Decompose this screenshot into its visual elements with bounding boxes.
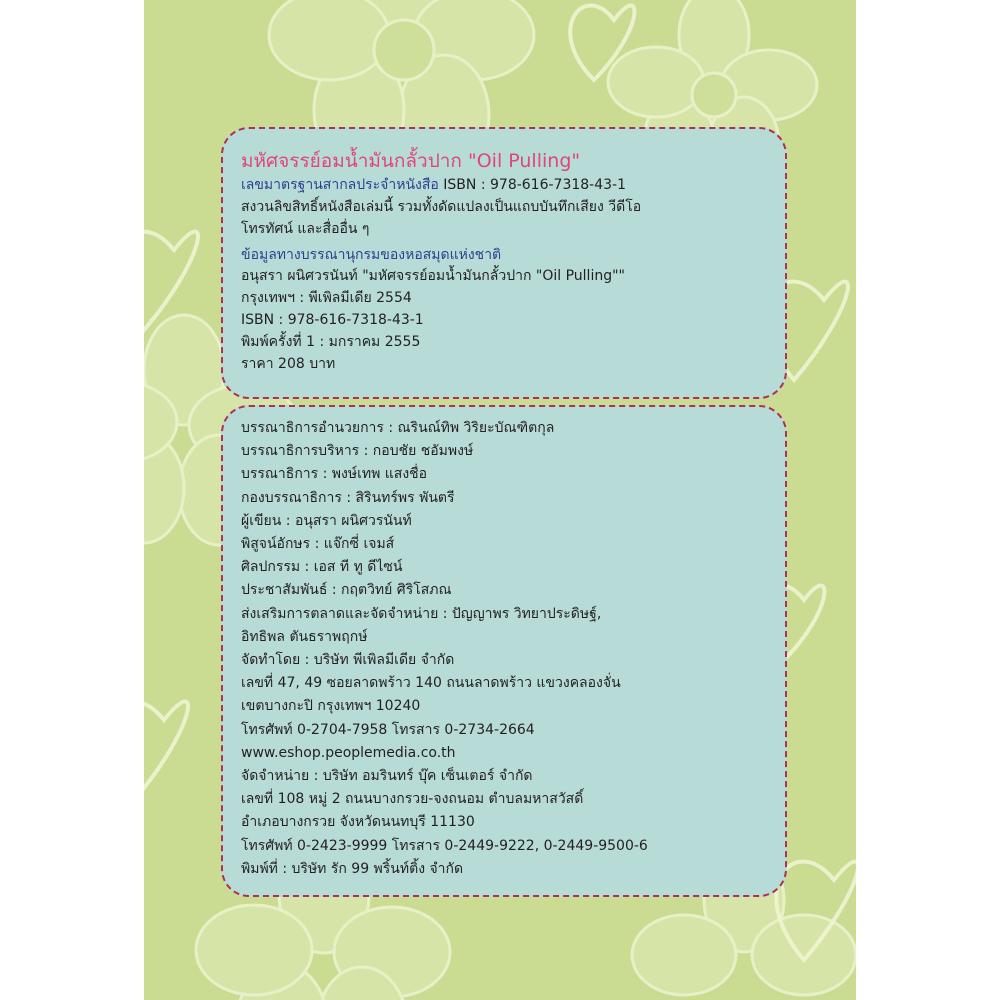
copyright-line: โทรทัศน์ และสื่ออื่น ๆ	[241, 220, 370, 237]
catalog-line: อนุสรา ผนิศวรนันท์ "มหัศจรรย์อมน้ำมันกลั้วปาก "Oil Pulling""	[241, 268, 625, 285]
credit-line: บรรณาธิการบริหาร : กอบชัย ชอัมพงษ์	[241, 443, 474, 460]
credit-line: บรรณาธิการ : พงษ์เทพ แสงชื่อ	[241, 466, 428, 483]
credit-line: จัดจำหน่าย : บริษัท อมรินทร์ บุ๊ค เซ็นเตอร์ จำกัด	[241, 768, 533, 785]
catalog-line: พิมพ์ครั้งที่ 1 : มกราคม 2555	[241, 333, 421, 350]
credit-line: เลขที่ 47, 49 ซอยลาดพร้าว 140 ถนนลาดพร้าว แขวงคลองจั่น	[241, 675, 621, 692]
book-info-box	[221, 127, 787, 399]
credit-line: ประชาสัมพันธ์ : กฤตวิทย์ ศิริโสภณ	[241, 582, 452, 599]
credit-line: โทรศัพท์ 0-2704-7958 โทรสาร 0-2734-2664	[241, 721, 535, 738]
copyright-line: สงวนลิขสิทธิ์หนังสือเล่มนี้ รวมทั้งดัดแปลงเป็นแถบบันทึกเสียง วีดีโอ	[241, 198, 642, 215]
credit-line: เลขที่ 108 หมู่ 2 ถนนบางกรวย-จงถนอม ตำบลมหาสวัสดิ์	[241, 791, 584, 808]
heart-decoration	[144, 702, 188, 800]
credit-line: อิทธิพล ตันธราพฤกษ์	[241, 628, 368, 645]
catalog-line: กรุงเทพฯ : พีเพิลมีเดีย 2554	[241, 290, 412, 307]
isbn-label: เลขมาตรฐานสากลประจำหนังสือ	[241, 177, 439, 193]
credit-line: อำเภอบางกรวย จังหวัดนนทบุรี 11130	[241, 814, 475, 831]
credit-line: ส่งเสริมการตลาดและจัดจำหน่าย : ปัญญาพร วิทยาประดิษฐ์,	[241, 605, 602, 622]
website-line: www.eshop.peoplemedia.co.th	[241, 744, 456, 761]
credit-line: ศิลปกรรม : เอส ที ทู ดีไซน์	[241, 559, 403, 576]
credit-line: ผู้เขียน : อนุสรา ผนิศวรนันท์	[241, 512, 412, 529]
isbn-value: ISBN : 978-616-7318-43-1	[438, 177, 627, 193]
colophon-page	[144, 0, 856, 1000]
credits-box	[221, 405, 787, 897]
credit-line: กองบรรณาธิการ : สิรินทร์พร พันตรี	[241, 489, 455, 506]
credit-line: บรรณาธิการอำนวยการ : ณรินณ์ทิพ วิริยะบัณฑิตกุล	[241, 420, 555, 436]
credit-line: พิมพ์ที่ : บริษัท รัก 99 พริ้นท์ติ้ง จำกัด	[241, 860, 464, 877]
credit-line: โทรศัพท์ 0-2423-9999 โทรสาร 0-2449-9222, 0-2449-9500-6	[241, 837, 648, 854]
catalog-heading: ข้อมูลทางบรรณานุกรมของหอสมุดแห่งชาติ	[241, 247, 502, 264]
catalog-line: ราคา 208 บาท	[241, 355, 336, 372]
credit-line: จัดทำโดย : บริษัท พีเพิลมีเดีย จำกัด	[241, 652, 455, 669]
isbn-line	[241, 175, 771, 197]
credit-line: เขตบางกะปิ กรุงเทพฯ 10240	[241, 698, 421, 715]
credit-line: พิสูจน์อักษร : แจ๊กซี่ เจมส์	[241, 536, 395, 553]
book-title: มหัศจรรย์อมน้ำมันกลั้วปาก "Oil Pulling"	[241, 150, 581, 172]
catalog-line: ISBN : 978-616-7318-43-1	[241, 311, 424, 328]
